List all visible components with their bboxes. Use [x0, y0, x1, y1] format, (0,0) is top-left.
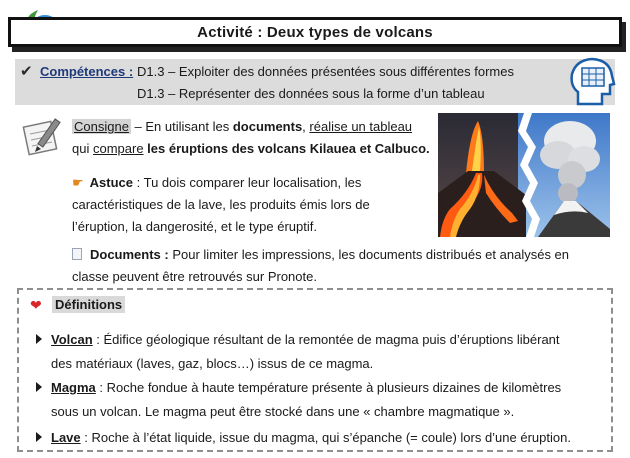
page-title: Activité : Deux types de volcans	[197, 24, 433, 41]
pencil-worksheet-icon	[20, 116, 66, 156]
title-box	[8, 17, 622, 47]
competence-item: D1.3 – Exploiter des données présentées sous différentes formes	[137, 64, 514, 79]
definition-term: Lave	[51, 430, 81, 445]
triangle-bullet-icon	[36, 432, 42, 442]
definition-line: sous un volcan. Le magma peut être stocké dans une « chambre magmatique ».	[51, 404, 515, 419]
astuce-line: caractéristiques de la lave, les produits émis lors de	[72, 197, 370, 212]
competences-label: Compétences :	[40, 64, 134, 79]
astuce-label: Astuce	[89, 175, 134, 190]
triangle-bullet-icon	[36, 334, 42, 344]
volcano-photo	[438, 113, 610, 237]
definition-term: Magma	[51, 380, 96, 395]
definition-item: Volcan : Édifice géologique résultant de la remontée de magma puis d’éruptions libérant des matériaux (laves, gaz, blocs…) issus de ce magma.	[36, 328, 560, 376]
documents-line: classe peuvent être retrouvés sur Pronote.	[72, 269, 317, 284]
documents-label: Documents :	[90, 247, 169, 262]
astuce-paragraph: ☛ Astuce : Tu dois comparer leur localisation, les caractéristiques de la lave, les produits émis lors de l’éruption, la dangerosité, et le type éruptif.	[72, 172, 430, 238]
astuce-line: l’éruption, la dangerosité, et le type éruptif.	[72, 219, 317, 234]
keyword-tableau: réalise un tableau	[309, 119, 413, 134]
document-icon	[72, 248, 82, 260]
triangle-bullet-icon	[36, 382, 42, 392]
definitions-title: Définitions	[52, 296, 125, 313]
checkmark-icon: ✔	[20, 63, 33, 80]
definition-item: Magma : Roche fondue à haute température présente à plusieurs dizaines de kilomètres sous un volcan. Le magma peut être stocké dans une « chambre magmatique ».	[36, 376, 561, 424]
competence-item: D1.3 – Représenter des données sous la forme d’un tableau	[137, 86, 485, 101]
consigne-label: Consigne	[74, 119, 129, 134]
keyword-documents: documents	[232, 119, 303, 134]
documents-paragraph: Documents : Pour limiter les impressions, les documents distribués et analysés en classe peuvent être retrouvés sur Pronote.	[72, 244, 569, 288]
keyword-compare: compare	[92, 141, 144, 156]
consigne-line: qui compare les éruptions des volcans Kilauea et Calbuco.	[72, 141, 430, 156]
definition-term: Volcan	[51, 332, 93, 347]
keyword-volcans: les éruptions des volcans Kilauea et Calbuco.	[147, 141, 430, 156]
pointing-hand-icon: ☛	[72, 175, 84, 190]
head-table-icon	[568, 56, 616, 108]
heart-icon: ❤	[30, 297, 42, 313]
consigne-line: Consigne – En utilisant les documents, réalise un tableau	[74, 119, 413, 134]
definition-line: des matériaux (laves, gaz, blocs…) issus de ce magma.	[51, 356, 374, 371]
definition-item: Lave : Roche à l’état liquide, issue du magma, qui s’épanche (= coule) lors d’une éruption.	[36, 426, 571, 450]
